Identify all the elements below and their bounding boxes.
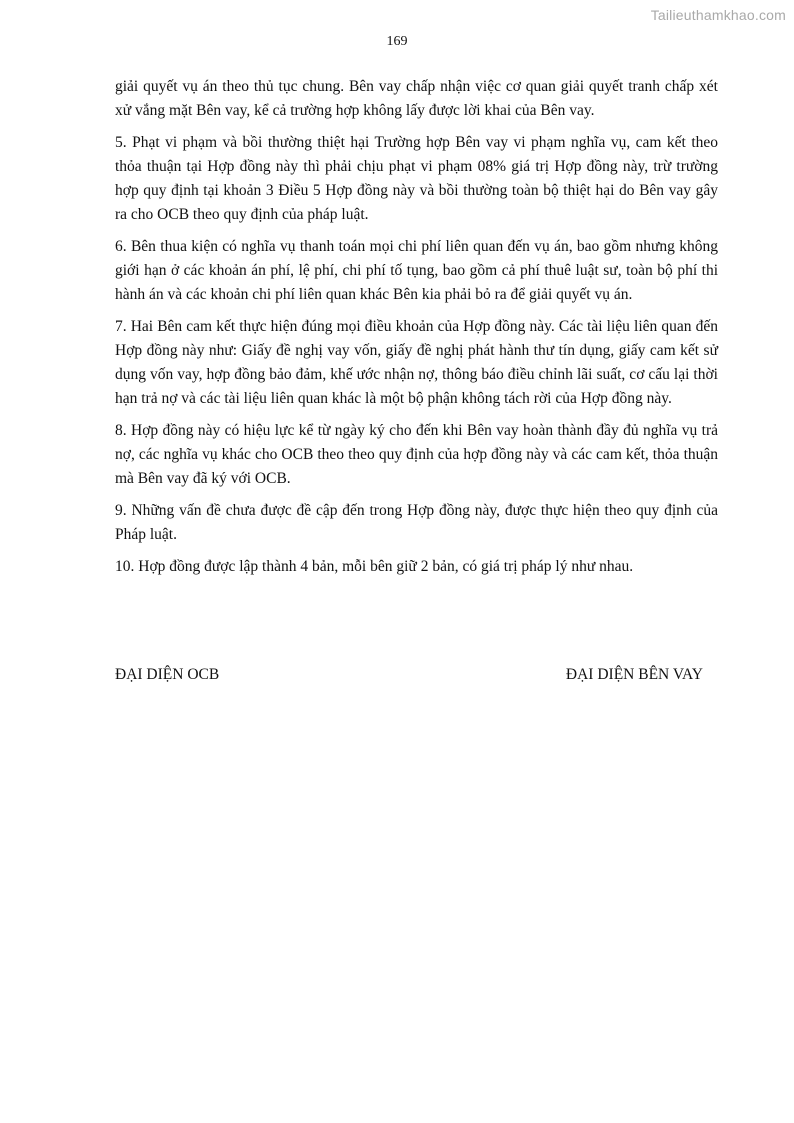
paragraph-clause-6: 6. Bên thua kiện có nghĩa vụ thanh toán mọi chi phí liên quan đến vụ án, bao gồm nhưng không giới hạn ở các khoản án phí, lệ phí, chi phí tố tụng, bao gồm cả phí thuê luật sư, toàn bộ phí thi hành án và các khoản chi phí liên quan khác Bên kia phải bỏ ra để giải quyết vụ án. (115, 238, 718, 303)
paragraph-clause-5: 5. Phạt vi phạm và bồi thường thiệt hại Trường hợp Bên vay vi phạm nghĩa vụ, cam kết theo thỏa thuận tại Hợp đồng này thì phải chịu phạt vi phạm 08% giá trị Hợp đồng này, trừ trường hợp quy định tại khoản 3 Điều 5 Hợp đồng này và bồi thường toàn bộ thiệt hại do Bên vay gây ra cho OCB theo quy định của pháp luật. (115, 134, 718, 223)
paragraph-continuation: giải quyết vụ án theo thủ tục chung. Bên vay chấp nhận việc cơ quan giải quyết tranh chấp xét xử vắng mặt Bên vay, kể cả trường hợp không lấy được lời khai của Bên vay. (115, 78, 718, 119)
paragraph-clause-7: 7. Hai Bên cam kết thực hiện đúng mọi điều khoản của Hợp đồng này. Các tài liệu liên quan đến Hợp đồng này như: Giấy đề nghị vay vốn, giấy đề nghị phát hành thư tín dụng, giấy cam kết sử dụng vốn vay, hợp đồng bảo đảm, khế ước nhận nợ, thông báo điều chỉnh lãi suất, cơ cấu lại thời hạn trả nợ và các tài liệu liên quan khác là một bộ phận không tách rời của Hợp đồng này. (115, 318, 718, 407)
paragraph-clause-8: 8. Hợp đồng này có hiệu lực kể từ ngày ký cho đến khi Bên vay hoàn thành đầy đủ nghĩa vụ trả nợ, các nghĩa vụ khác cho OCB theo theo quy định của hợp đồng này và các cam kết, thỏa thuận mà Bên vay đã ký với OCB. (115, 422, 718, 487)
paragraph-clause-10: 10. Hợp đồng được lập thành 4 bản, mỗi bên giữ 2 bản, có giá trị pháp lý như nhau. (115, 558, 634, 575)
signature-label-borrower: ĐẠI DIỆN BÊN VAY (565, 666, 703, 683)
watermark: Tailieuthamkhao.com (650, 7, 786, 23)
signature-block (115, 666, 703, 684)
document-body (115, 75, 718, 587)
page-number: 169 (386, 34, 408, 49)
paragraph-clause-9: 9. Những vấn đề chưa được đề cập đến trong Hợp đồng này, được thực hiện theo quy định của Pháp luật. (115, 502, 718, 543)
signature-label-ocb: ĐẠI DIỆN OCB (115, 666, 220, 683)
